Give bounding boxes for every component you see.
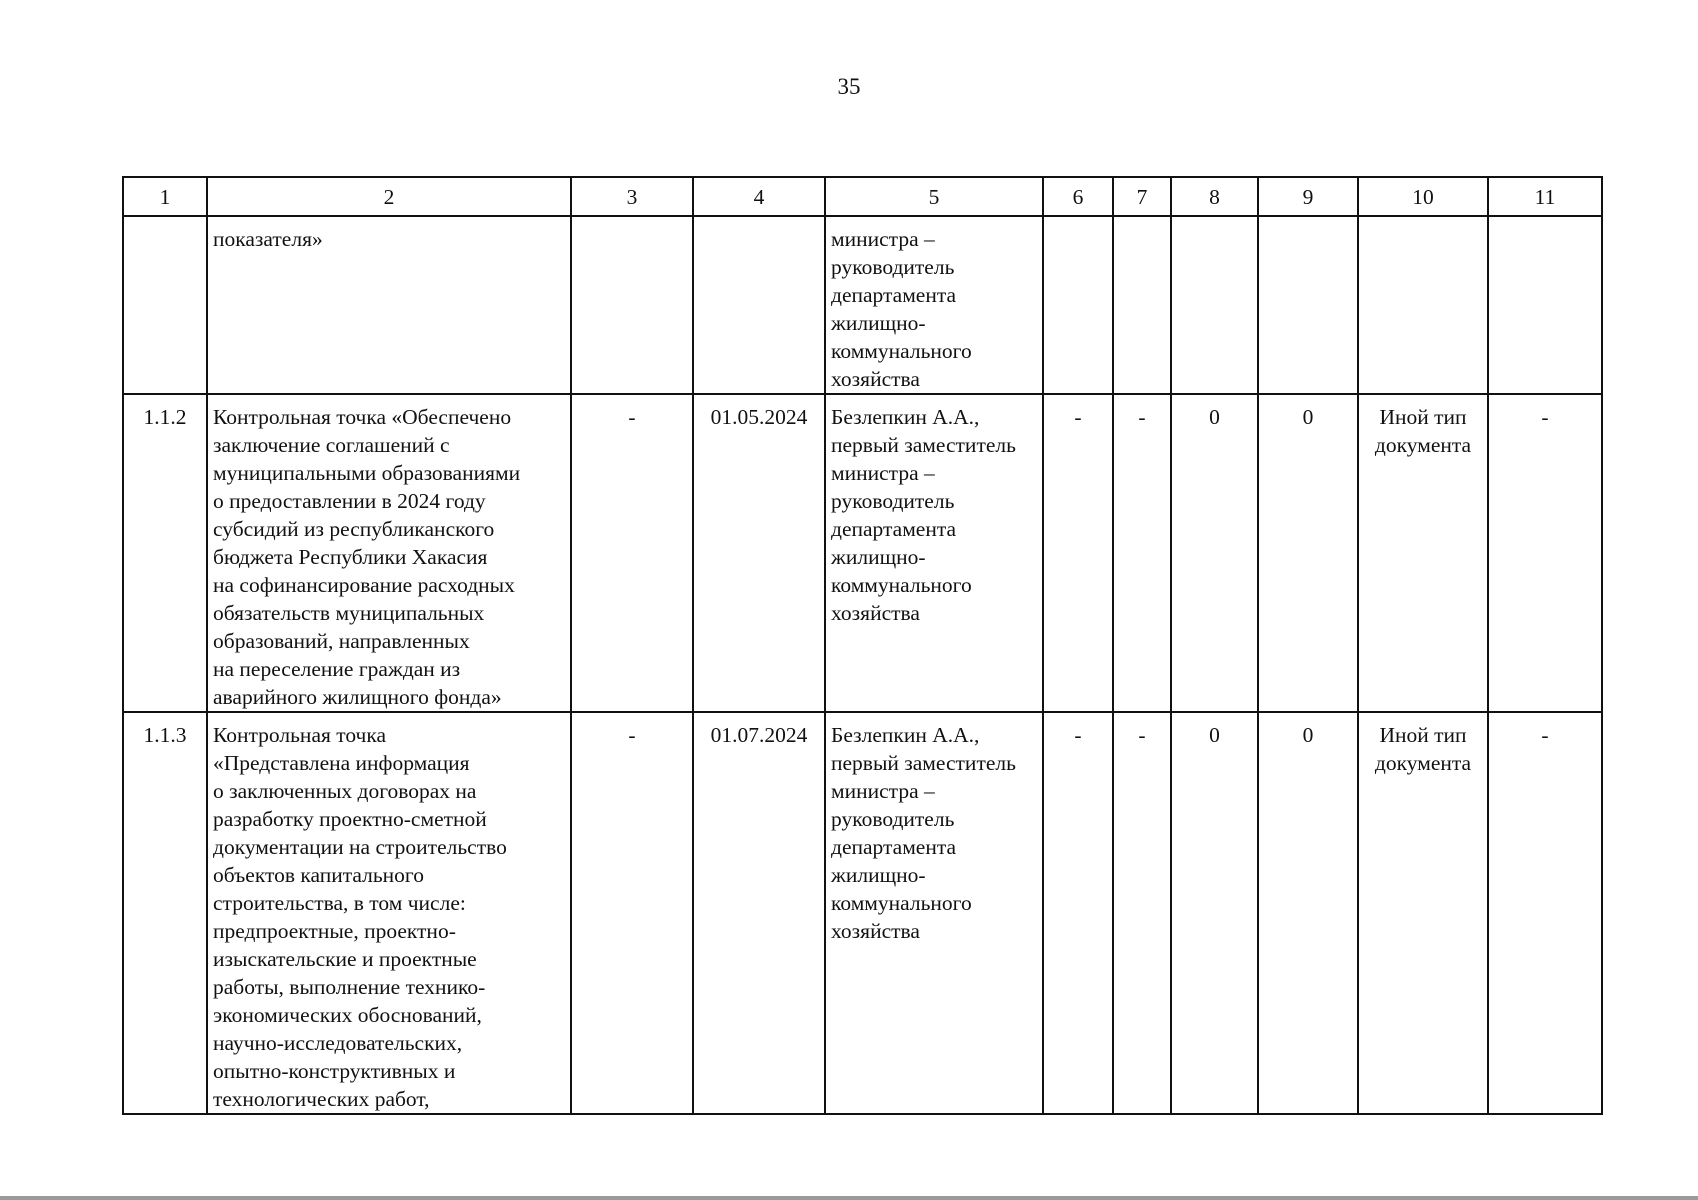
- table-cell: [1258, 394, 1358, 712]
- cell-col-6: -: [1074, 405, 1082, 429]
- cell-document-type: Иной тип документа: [1374, 405, 1472, 457]
- cell-document-type: Иной тип документа: [1374, 723, 1472, 775]
- column-header-10: 10: [1358, 177, 1488, 216]
- table-cell: [1043, 394, 1113, 712]
- cell-date: 01.05.2024: [710, 405, 808, 429]
- cell-col-7: -: [1138, 723, 1146, 747]
- cell-col-11: [1489, 217, 1601, 225]
- table-cell: [693, 216, 825, 394]
- table-cell: [825, 216, 1043, 394]
- cell-responsible: Безлепкин А.А., первый заместитель министра – руководитель департамента жилищно- коммунального хозяйства: [831, 723, 1016, 943]
- table-cell: [1358, 216, 1488, 394]
- document-table: [122, 176, 1603, 1115]
- column-header-5: 5: [825, 177, 1043, 216]
- table-cell: [1171, 216, 1258, 394]
- column-header-3: 3: [571, 177, 693, 216]
- column-header-4: 4: [693, 177, 825, 216]
- cell-col-3: -: [628, 723, 636, 747]
- cell-date: 01.07.2024: [710, 723, 808, 747]
- cell-col-6: [1044, 217, 1112, 225]
- table-cell: [207, 216, 571, 394]
- cell-col-7: -: [1138, 405, 1146, 429]
- table-cell: [1488, 712, 1602, 1114]
- cell-document-type: [1359, 217, 1487, 225]
- table-cell: [571, 216, 693, 394]
- cell-col-3: [572, 217, 692, 225]
- cell-col-9: [1259, 217, 1357, 225]
- table-cell: [1113, 394, 1171, 712]
- table-cell: [1113, 712, 1171, 1114]
- column-header-2: 2: [207, 177, 571, 216]
- table-row-1-1-3: [123, 712, 1602, 1114]
- table-cell: [207, 394, 571, 712]
- cell-col-11: -: [1541, 723, 1549, 747]
- row-description: показателя»: [213, 227, 323, 251]
- table-cell: [123, 216, 207, 394]
- cell-col-6: -: [1074, 723, 1082, 747]
- row-description: Контрольная точка «Обеспечено заключение соглашений с муниципальными образованиями о предоставлении в 2024 году субсидий из республиканского бюджета Республики Хакасия на софинансирование расходных обязательств муниципальных образований, направленных на переселение граждан из аварийного жилищного фонда»: [213, 405, 521, 709]
- cell-responsible: Безлепкин А.А., первый заместитель министра – руководитель департамента жилищно- коммунального хозяйства: [831, 405, 1016, 625]
- row-number: [124, 217, 206, 225]
- table-row-continuation: [123, 216, 1602, 394]
- table-row-1-1-2: [123, 394, 1602, 712]
- table-cell: [1043, 712, 1113, 1114]
- table-cell: [1358, 712, 1488, 1114]
- cell-date: [694, 217, 824, 225]
- table-cell: [123, 394, 207, 712]
- row-number: 1.1.3: [143, 723, 187, 747]
- table-cell: [1043, 216, 1113, 394]
- table-cell: [825, 712, 1043, 1114]
- row-description: Контрольная точка «Представлена информация о заключенных договорах на разработку проектно-сметной документации на строительство объектов капитального строительства, в том числе: предпроектные, проектно- изыскательские и проектные работы, выполнение технико- экономических обоснований, научно-исследовательских, опытно-конструктивных и технологических работ,: [213, 723, 507, 1111]
- table-header-row: [123, 177, 1602, 216]
- table-cell: [1171, 712, 1258, 1114]
- table-cell: [693, 394, 825, 712]
- cell-col-8: 0: [1209, 405, 1220, 429]
- table-cell: [1113, 216, 1171, 394]
- table-cell: [825, 394, 1043, 712]
- page-bottom-edge: [0, 1196, 1698, 1200]
- table-cell: [571, 394, 693, 712]
- cell-col-11: -: [1541, 405, 1549, 429]
- cell-responsible: министра – руководитель департамента жилищно- коммунального хозяйства: [831, 227, 972, 391]
- column-header-11: 11: [1488, 177, 1602, 216]
- table-cell: [123, 712, 207, 1114]
- cell-col-3: -: [628, 405, 636, 429]
- table-cell: [1488, 216, 1602, 394]
- table-cell: [1358, 394, 1488, 712]
- cell-col-9: 0: [1302, 405, 1314, 429]
- cell-col-8: 0: [1209, 723, 1220, 747]
- row-number: 1.1.2: [143, 405, 187, 429]
- table-cell: [1488, 394, 1602, 712]
- column-header-8: 8: [1171, 177, 1258, 216]
- table-cell: [1258, 712, 1358, 1114]
- column-header-6: 6: [1043, 177, 1113, 216]
- cell-col-7: [1114, 217, 1170, 225]
- column-header-1: 1: [123, 177, 207, 216]
- cell-col-8: [1172, 217, 1257, 225]
- table-cell: [1258, 216, 1358, 394]
- table-cell: [1171, 394, 1258, 712]
- page-number: 35: [837, 74, 861, 99]
- table-cell: [693, 712, 825, 1114]
- table-cell: [207, 712, 571, 1114]
- table-cell: [571, 712, 693, 1114]
- cell-col-9: 0: [1302, 723, 1314, 747]
- column-header-9: 9: [1258, 177, 1358, 216]
- column-header-7: 7: [1113, 177, 1171, 216]
